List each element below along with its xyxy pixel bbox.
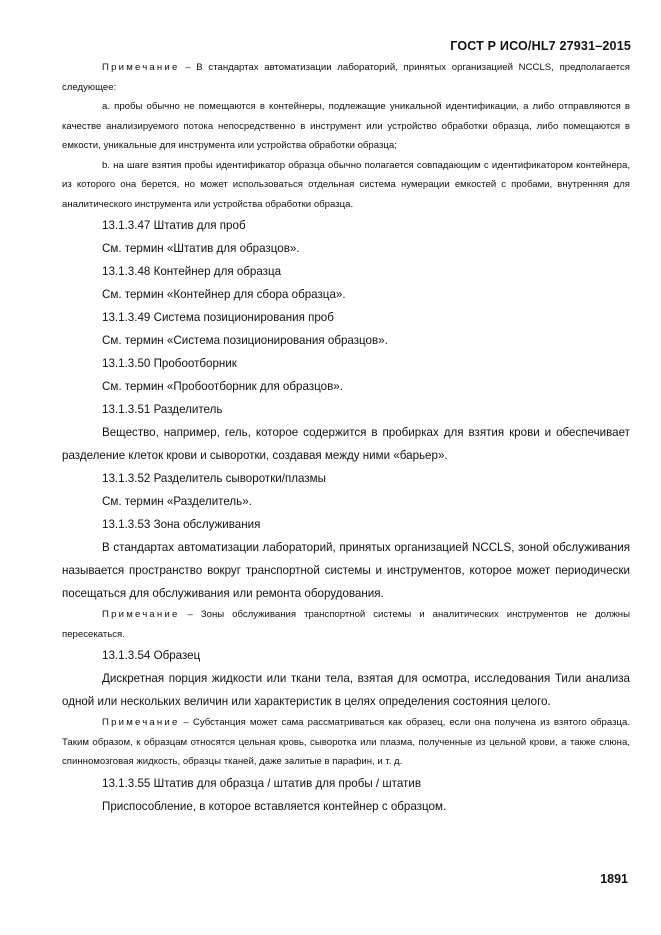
note-automation bbox=[62, 58, 630, 214]
term-heading-47: 13.1.3.47 Штатив для проб bbox=[102, 219, 246, 232]
document-header: ГОСТ Р ИСО/HL7 27931–2015 bbox=[450, 39, 631, 53]
page-body bbox=[62, 58, 630, 818]
note-label: Примечание bbox=[102, 62, 180, 73]
term-heading-53: 13.1.3.53 Зона обслуживания bbox=[102, 518, 261, 531]
note-service-zone bbox=[62, 605, 630, 644]
note-paragraph bbox=[62, 58, 630, 97]
note-item-b: b. на шаге взятия пробы идентификатор образца обычно полагается совпадающим с идентификатором контейнера, из которого она берется, но может использоваться отдельная система нумерации емкостей с пробами, внутренняя для аналитического инструмента или устройства обработки образца. bbox=[62, 159, 630, 210]
term-text-47: См. термин «Штатив для образцов». bbox=[102, 242, 300, 255]
term-text-48: См. термин «Контейнер для сбора образца». bbox=[102, 288, 346, 301]
note-specimen bbox=[62, 713, 630, 772]
page-number: 1891 bbox=[600, 872, 628, 886]
note-label: Примечание bbox=[102, 609, 180, 620]
term-text-55: Приспособление, в которое вставляется контейнер с образцом. bbox=[102, 799, 447, 813]
term-text-52: См. термин «Разделитель». bbox=[102, 495, 252, 508]
term-heading-54: 13.1.3.54 Образец bbox=[102, 649, 201, 662]
term-text-53: В стандартах автоматизации лабораторий, принятых организацией NCCLS, зоной обслуживания называется пространство вокруг транспортной системы и инструментов, которое может периодически посещаться для обслуживания или ремонта оборудования. bbox=[62, 541, 630, 600]
term-heading-49: 13.1.3.49 Система позиционирования проб bbox=[102, 311, 334, 324]
term-text-54: Дискретная порция жидкости или ткани тела, взятая для осмотра, исследования Тили анализа одной или нескольких величин или характеристик в целях определения состояния целого. bbox=[62, 672, 630, 708]
term-heading-48: 13.1.3.48 Контейнер для образца bbox=[102, 265, 282, 278]
term-heading-51: 13.1.3.51 Разделитель bbox=[102, 403, 223, 416]
note-text: – В стандартах автоматизации лабораторий, принятых организацией NCCLS, предполагается следующее: bbox=[62, 62, 630, 93]
note-label: Примечание bbox=[102, 717, 180, 728]
note-item-a: a. пробы обычно не помещаются в контейнеры, подлежащие уникальной идентификации, а либо отправляются в качестве анализируемого потока непосредственно в инструмент или устройство обработки образца, либо помещаются в емкости, уникальные для инструмента или устройства обработки образца; bbox=[62, 101, 630, 151]
note-text: – Субстанция может сама рассматриваться как образец, если она получена из взятого образца. Таким образом, к образцам относятся цельная кровь, сыворотка или плазма, полученные из цельной крови, а также слюна, спинномозговая жидкость, образцы тканей, даже залитые в парафин, и т. д. bbox=[62, 717, 630, 767]
term-heading-50: 13.1.3.50 Пробоотборник bbox=[102, 357, 237, 370]
note-text: – Зоны обслуживания транспортной системы и аналитических инструментов не должны пересекаться. bbox=[62, 609, 630, 640]
note-paragraph bbox=[62, 713, 630, 772]
term-heading-52: 13.1.3.52 Разделитель сыворотки/плазмы bbox=[102, 472, 326, 485]
note-paragraph bbox=[62, 605, 630, 644]
term-heading-55: 13.1.3.55 Штатив для образца / штатив для пробы / штатив bbox=[102, 776, 421, 790]
term-text-49: См. термин «Система позиционирования образцов». bbox=[102, 334, 388, 347]
term-text-51: Вещество, например, гель, которое содержится в пробирках для взятия крови и обеспечивает разделение клеток крови и сыворотки, создавая между ними «барьер». bbox=[62, 426, 630, 462]
term-text-50: См. термин «Пробоотборник для образцов». bbox=[102, 380, 343, 393]
